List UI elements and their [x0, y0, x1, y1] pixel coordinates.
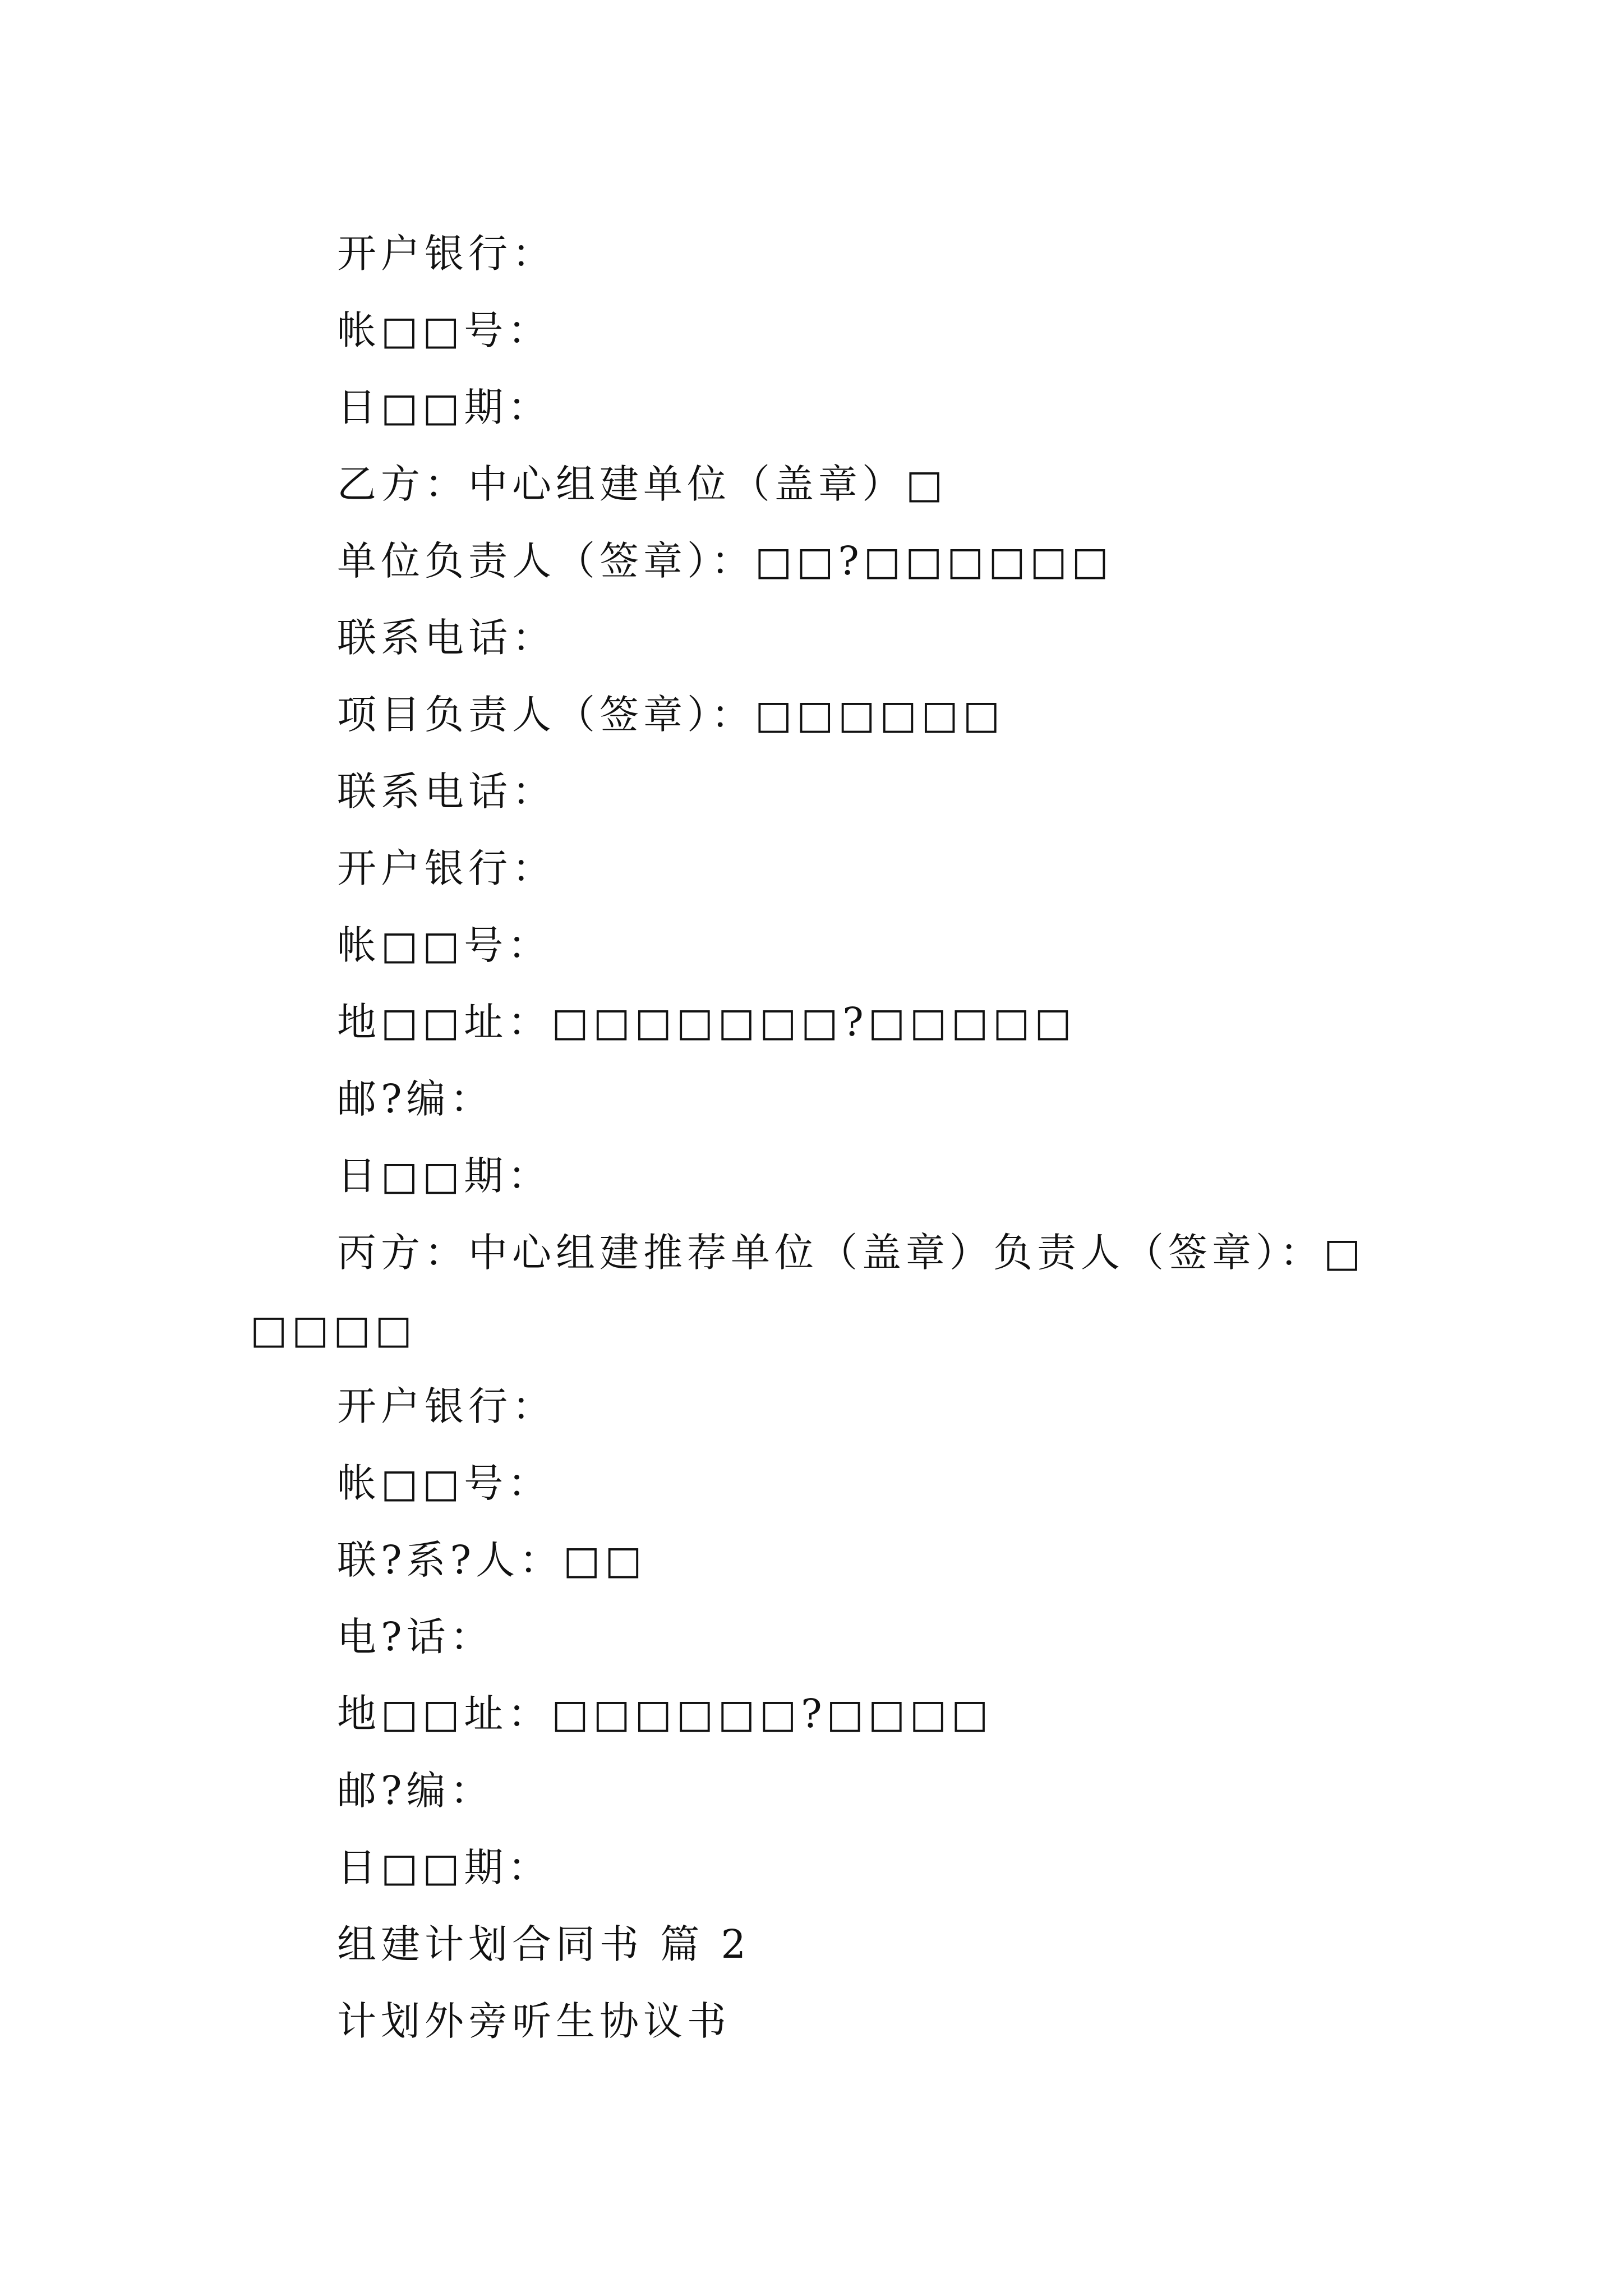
- account-line-1: 帐□□号：: [337, 307, 552, 353]
- account-line-2: 帐□□号：: [337, 922, 552, 968]
- unit-leader-line: 单位负责人（签章）：□□?□□□□□□: [337, 538, 1113, 584]
- date-line-2: 日□□期：: [337, 1153, 552, 1199]
- phone-line-3: 电?话：: [337, 1614, 494, 1660]
- party-b-line: 乙方：中心组建单位（盖章）□: [337, 461, 948, 507]
- phone-line-1: 联系电话：: [337, 615, 556, 661]
- document-body: [250, 215, 1377, 2060]
- postcode-line-1: 邮?编：: [337, 1076, 494, 1122]
- date-line-1: 日□□期：: [337, 384, 552, 430]
- bank-line-1: 开户银行：: [337, 231, 556, 277]
- section-heading: 组建计划合同书 篇 2: [337, 1921, 751, 1967]
- account-line-3: 帐□□号：: [337, 1460, 552, 1506]
- bank-line-3: 开户银行：: [337, 1383, 556, 1429]
- date-line-3: 日□□期：: [337, 1844, 552, 1890]
- contact-person-line: 联?系?人：□□: [337, 1537, 647, 1583]
- agreement-title: 计划外旁听生协议书: [337, 1998, 731, 2044]
- bank-line-2: 开户银行：: [337, 845, 556, 891]
- postcode-line-2: 邮?编：: [337, 1768, 494, 1814]
- address-line-1: 地□□址：□□□□□□□?□□□□□: [337, 999, 1076, 1045]
- address-line-2: 地□□址：□□□□□□?□□□□: [337, 1691, 993, 1737]
- project-leader-line: 项目负责人（签章）：□□□□□□: [337, 692, 1004, 738]
- party-c-line: 丙方：中心组建推荐单位（盖章）负责人（签章）：□□□□□: [250, 1230, 1366, 1352]
- phone-line-2: 联系电话：: [337, 769, 556, 815]
